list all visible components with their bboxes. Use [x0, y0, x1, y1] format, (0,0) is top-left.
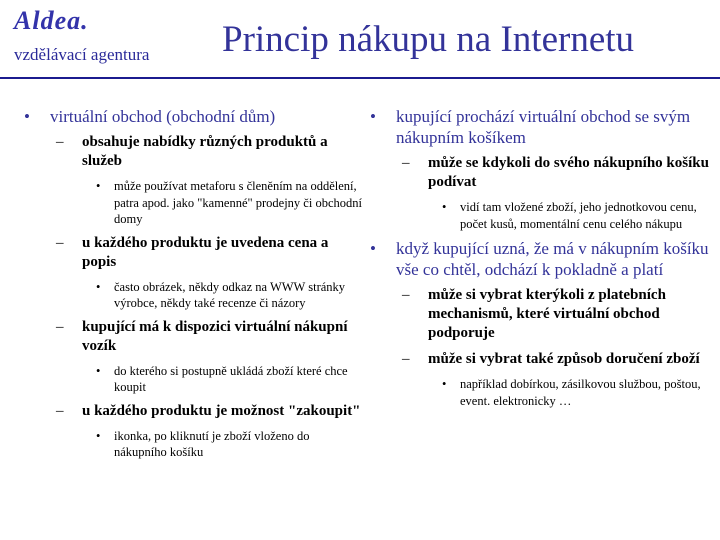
- small-dot-icon: •: [442, 200, 447, 214]
- bullet-text: virtuální obchod (obchodní dům): [50, 107, 276, 126]
- note-text: například dobírkou, zásilkovou službou, poštou, event. elektronicky …: [460, 377, 701, 408]
- sub-bullet-item: [364, 350, 709, 369]
- small-dot-icon: •: [96, 428, 101, 443]
- sub-bullet-text: může si vybrat kterýkoli z platebních mechanismů, které virtuální obchod podporuje: [428, 287, 666, 341]
- bullet-dot-icon: •: [370, 107, 376, 126]
- bullet-item: [364, 238, 709, 280]
- sub-bullet-item: [18, 133, 363, 171]
- note-item: [18, 279, 363, 312]
- dash-icon: –: [402, 155, 410, 171]
- note-text: vidí tam vložené zboží, jeho jednotkovou cenu, počet kusů, momentální cenu celého nákupu: [460, 200, 697, 231]
- dash-icon: –: [402, 351, 410, 367]
- left-column: [18, 106, 363, 467]
- sub-bullet-item: [364, 286, 709, 343]
- dash-icon: –: [56, 318, 64, 335]
- note-item: [18, 363, 363, 396]
- sub-bullet-text: může se kdykoli do svého nákupního košíku podívat: [428, 155, 709, 190]
- small-dot-icon: •: [96, 363, 101, 378]
- bullet-text: když kupující uzná, že má v nákupním košíku vše co chtěl, odchází k pokladně a platí: [396, 239, 709, 279]
- right-column: [364, 106, 709, 415]
- sub-bullet-text: obsahuje nabídky různých produktů a služeb: [82, 134, 328, 169]
- bullet-item: [364, 106, 709, 148]
- bullet-text: kupující prochází virtuální obchod se svým nákupním košíkem: [396, 107, 691, 147]
- dash-icon: –: [56, 234, 64, 251]
- sub-bullet-text: u každého produktu je možnost "zakoupit": [82, 402, 361, 419]
- aldea-logo: Aldea.: [14, 6, 89, 35]
- note-text: může používat metaforu s členěním na oddělení, patra apod. jako "kamenné" prodejny či obchodní domy: [114, 179, 362, 226]
- small-dot-icon: •: [96, 179, 101, 193]
- title-divider: [0, 77, 720, 79]
- slide-title: Princip nákupu na Internetu: [222, 19, 635, 60]
- sub-bullet-text: kupující má k dispozici virtuální nákupní vozík: [82, 318, 348, 354]
- note-text: do kterého si postupně ukládá zboží které chce koupit: [114, 363, 348, 394]
- sub-bullet-text: může si vybrat také způsob doručení zboží: [428, 351, 700, 367]
- sub-bullet-item: [18, 318, 363, 356]
- dash-icon: –: [402, 287, 410, 303]
- bullet-dot-icon: •: [24, 107, 30, 126]
- small-dot-icon: •: [96, 279, 101, 294]
- note-text: ikonka, po kliknutí je zboží vloženo do nákupního košíku: [114, 428, 310, 459]
- note-item: [364, 199, 709, 232]
- bullet-dot-icon: •: [370, 239, 376, 258]
- dash-icon: –: [56, 402, 64, 419]
- sub-bullet-item: [18, 402, 363, 421]
- dash-icon: –: [56, 134, 64, 150]
- bullet-item: [18, 106, 363, 127]
- small-dot-icon: •: [442, 377, 447, 391]
- sub-bullet-item: [364, 154, 709, 192]
- note-item: [18, 178, 363, 228]
- note-item: [18, 428, 363, 461]
- note-text: často obrázek, někdy odkaz na WWW stránky výrobce, někdy také recenze či názory: [114, 279, 346, 310]
- logo-subtitle: vzdělávací agentura: [14, 45, 150, 64]
- note-item: [364, 376, 709, 409]
- sub-bullet-text: u každého produktu je uvedena cena a popis: [82, 234, 329, 270]
- sub-bullet-item: [18, 234, 363, 272]
